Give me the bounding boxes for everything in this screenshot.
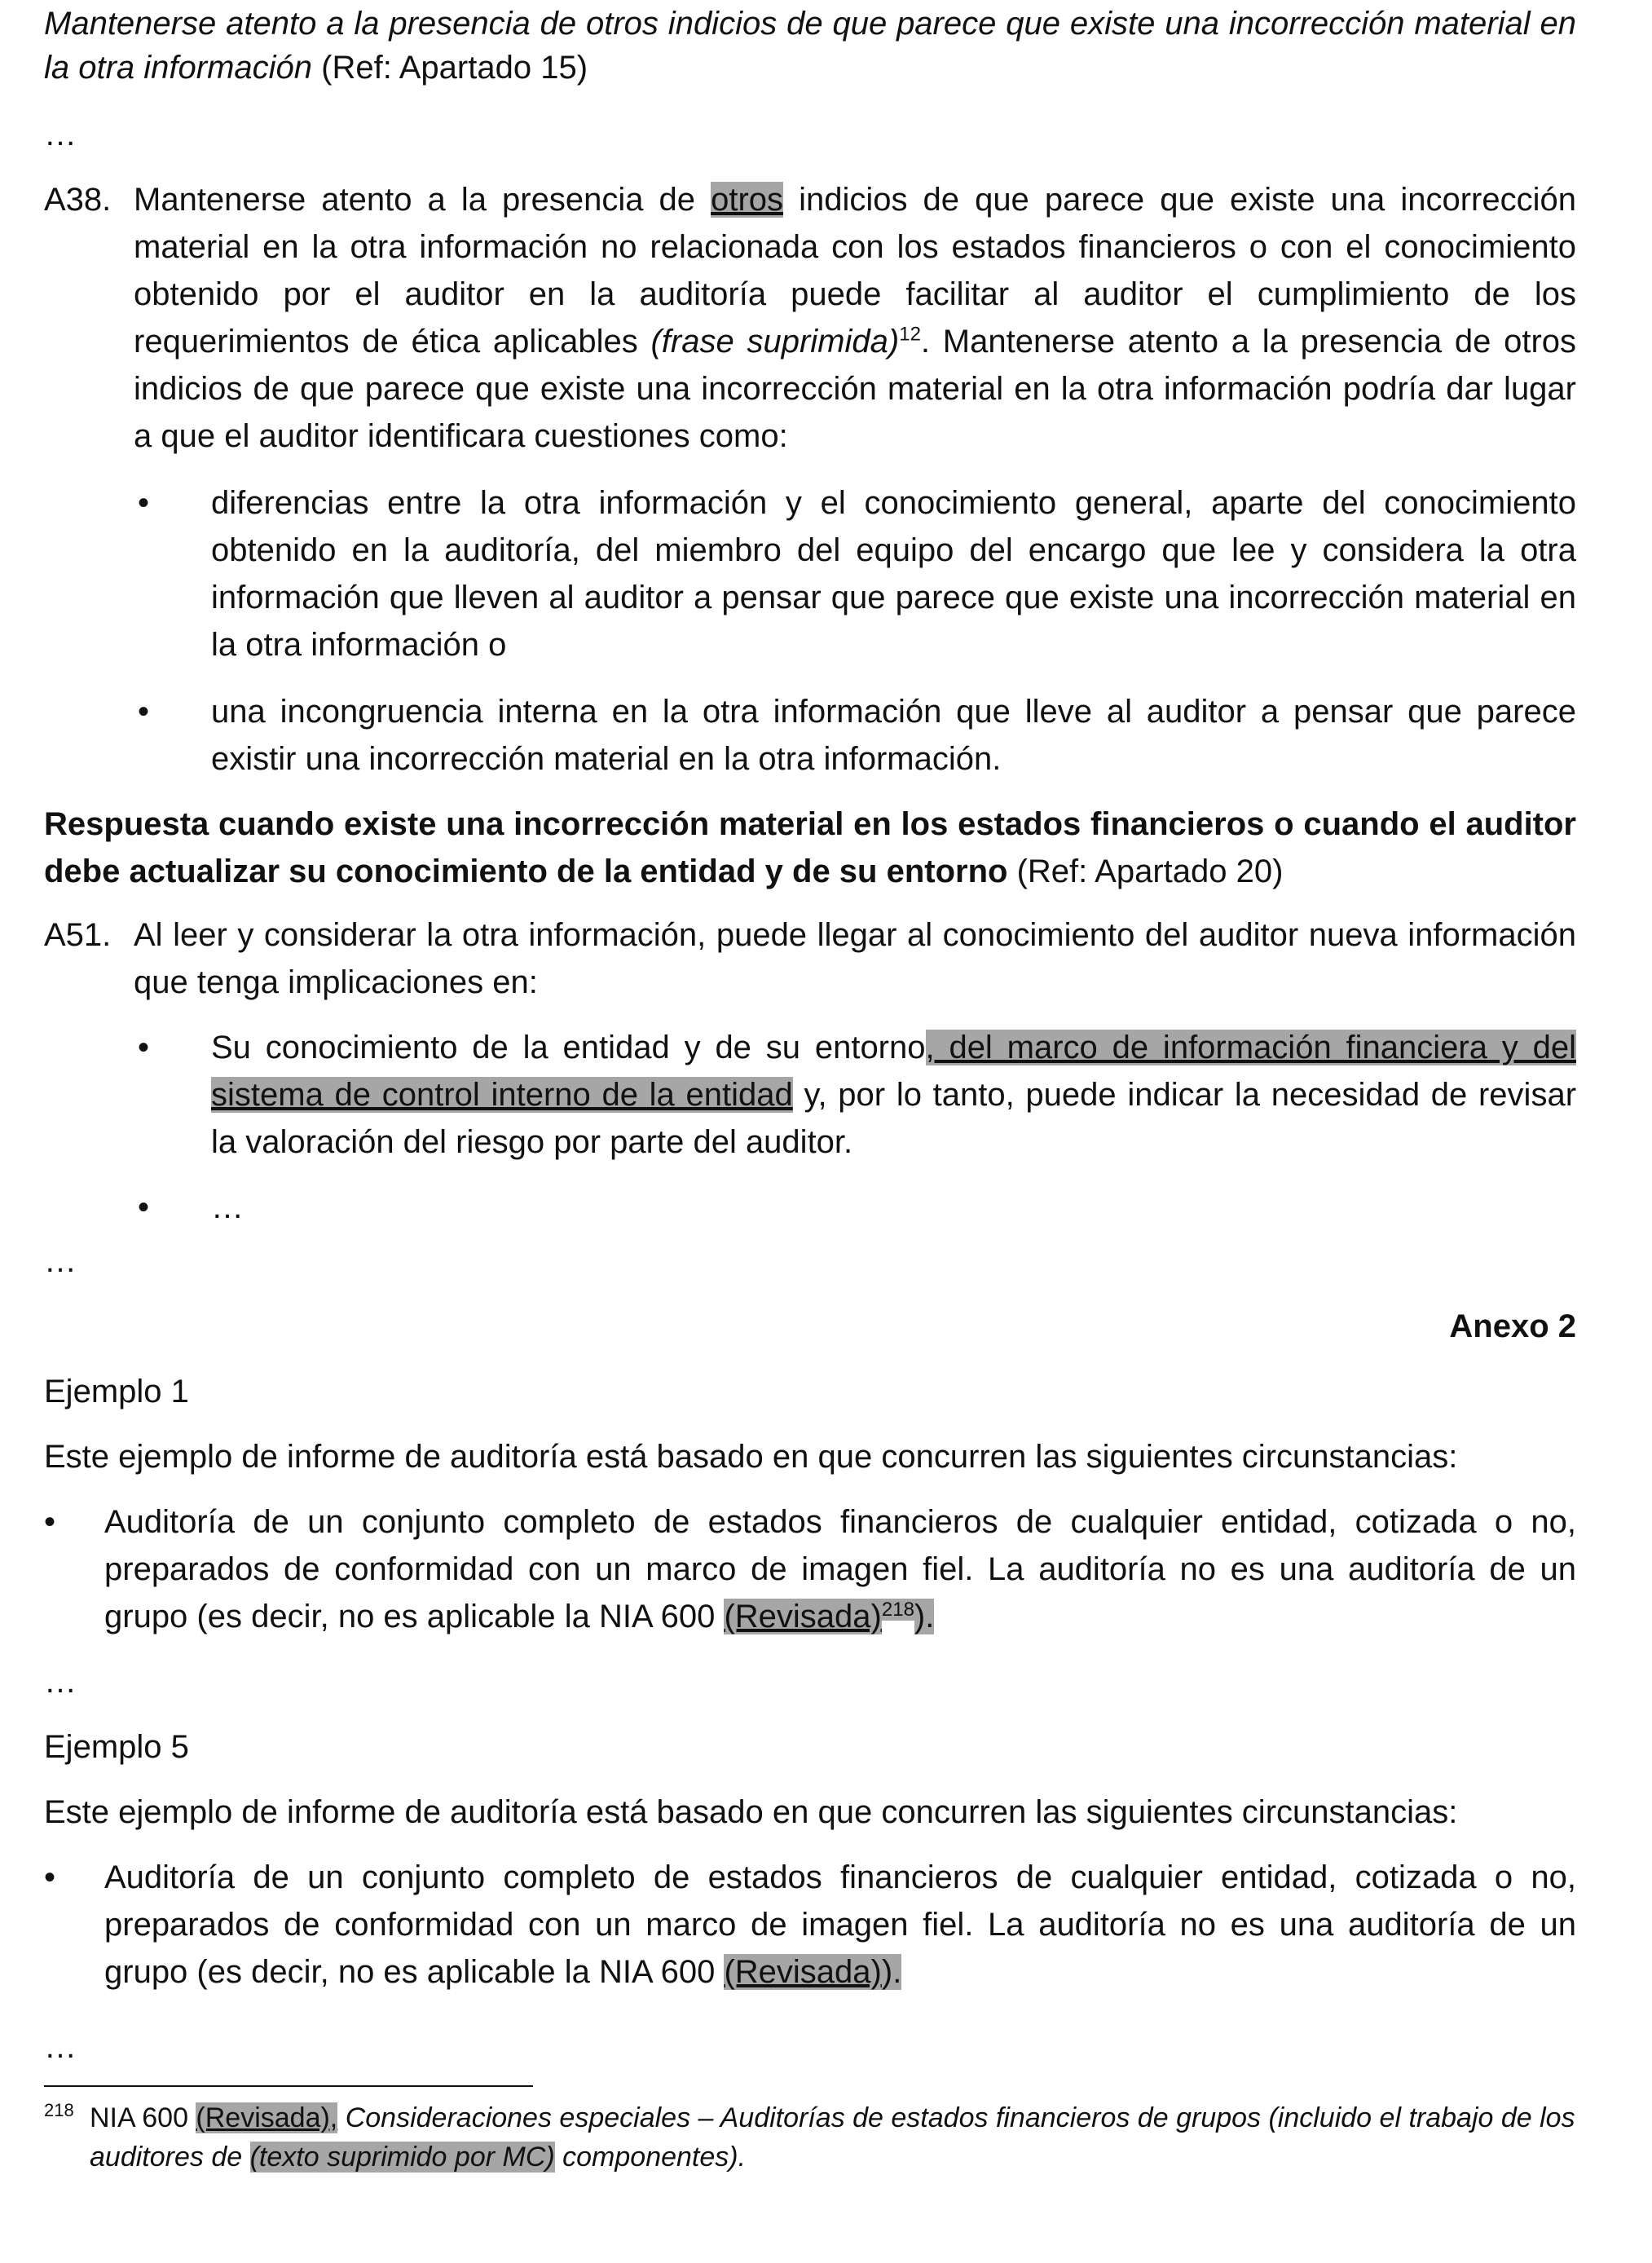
ellipsis: …	[44, 1664, 77, 1700]
bullet-icon: •	[138, 1030, 150, 1065]
list-item	[44, 1854, 1576, 1996]
a38-text-3: . Mantenerse atento a la presencia de otros indicios de que parece que existe una incorrección material en la otra información podría dar lugar a que el auditor identificara cuestiones como:	[134, 324, 1577, 454]
footnote-number: 218	[44, 2100, 74, 2120]
a51-bullet-text-b: y, por lo tanto, puede indicar la necesidad de revisar la valoración del riesgo por parte del auditor.	[211, 1077, 1577, 1160]
example1-bullet-text: Auditoría de un conjunto completo de estados financieros de cualquier entidad, cotizada o no, preparados de conformidad con un marco de imagen fiel. La auditoría no es una auditoría de un grupo (es decir, no es aplicable la NIA 600	[104, 1504, 1576, 1634]
a38-text-2: indicios de que parece que existe una incorrección material en la otra información no relacionada con los estados financieros o con el conocimiento obtenido por el auditor en la auditoría puede facilitar al auditor el cumplimiento de los requerimientos de ética aplicables	[134, 182, 1576, 360]
footnote-ref-218: 218	[881, 1598, 914, 1621]
list-item	[44, 1498, 1576, 1640]
list-item	[138, 1024, 1576, 1166]
bullet-icon: •	[44, 1504, 56, 1540]
section-heading-respuesta	[44, 801, 1576, 895]
footnote-218	[44, 2098, 1576, 2177]
paragraph-number: A51.	[44, 917, 112, 953]
highlighted-insertion: , del marco de información financiera y del sistema de control interno de la entidad	[211, 1030, 1576, 1113]
list-item	[138, 479, 1576, 668]
list-item-text	[104, 1854, 1576, 1996]
example5-bullet-text: Auditoría de un conjunto completo de estados financieros de cualquier entidad, cotizada o no, preparados de conformidad con un marco de imagen fiel. La auditoría no es una auditoría de un grupo (es decir, no es aplicable la NIA 600	[104, 1859, 1576, 1990]
ellipsis: …	[44, 117, 77, 152]
heading-text: Respuesta cuando existe una incorrección material en los estados financieros o cuando el auditor debe actualizar su conocimiento de la entidad y de su entorno	[44, 806, 1576, 889]
footnote-highlight-revisada: (Revisada),	[196, 2102, 338, 2133]
heading-ref: (Ref: Apartado 15)	[312, 50, 588, 86]
footnote-ref-12: 12	[899, 323, 921, 346]
example5-bullet-end: ).	[881, 1954, 902, 1990]
heading-ref: (Ref: Apartado 20)	[1007, 854, 1284, 889]
paragraph-number: A38.	[44, 182, 112, 218]
footnote-text-c: componentes).	[554, 2142, 747, 2173]
list-item	[138, 688, 1576, 783]
document-page	[44, 0, 1576, 2177]
list-item-text	[211, 1024, 1576, 1166]
bullet-icon: •	[138, 1189, 150, 1225]
highlighted-revisada: (Revisada)	[724, 1599, 882, 1634]
list-item-text: …	[211, 1189, 244, 1225]
example-title: Ejemplo 5	[44, 1729, 189, 1765]
bullet-icon: •	[44, 1859, 56, 1895]
example-intro: Este ejemplo de informe de auditoría está basado en que concurren las siguientes circunstancias:	[44, 1794, 1458, 1830]
footnote-highlight-suppressed: (texto suprimido por MC)	[249, 2142, 555, 2173]
highlighted-revisada: (Revisada)	[724, 1954, 882, 1990]
bullet-icon: •	[138, 485, 150, 521]
example-title: Ejemplo 1	[44, 1374, 189, 1409]
footnote-text-a: NIA 600	[90, 2102, 196, 2133]
footnote-text-b: Consideraciones especiales – Auditorías de estados financieros de grupos (incluido el trabajo de los auditores de	[90, 2102, 1575, 2173]
example-intro: Este ejemplo de informe de auditoría está basado en que concurren las siguientes circunstancias:	[44, 1439, 1458, 1475]
paragraph-a51	[44, 911, 1576, 1006]
bullet-icon: •	[138, 694, 150, 730]
paragraph-text: Al leer y considerar la otra información, puede llegar al conocimiento del auditor nueva información que tenga implicaciones en:	[134, 917, 1576, 1000]
ellipsis: …	[44, 2029, 77, 2065]
footnote-divider	[44, 2085, 533, 2087]
list-item-text	[104, 1498, 1576, 1640]
a38-suppressed-phrase: (frase suprimida)	[650, 324, 900, 360]
paragraph-a38	[44, 176, 1576, 460]
list-item	[138, 1184, 1576, 1231]
example1-bullet-end: ).	[914, 1599, 935, 1634]
section-heading-otros-indicios	[44, 2, 1576, 90]
paragraph-text	[134, 176, 1576, 460]
highlighted-otros: otros	[711, 182, 784, 218]
list-item-text: una incongruencia interna en la otra información que lleve al auditor a pensar que parece existir una incorrección material en la otra información.	[211, 694, 1576, 777]
a51-bullet-text-a: Su conocimiento de la entidad y de su entorno	[211, 1030, 926, 1065]
list-item-text: diferencias entre la otra información y el conocimiento general, aparte del conocimiento obtenido en la auditoría, del miembro del equipo del encargo que lee y considera la otra información que lleven al auditor a pensar que parece que existe una incorrección material en la otra información o	[211, 485, 1576, 663]
annex-title: Anexo 2	[1449, 1308, 1576, 1344]
footnote-text	[90, 2098, 1576, 2177]
a38-text-1: Mantenerse atento a la presencia de	[134, 182, 711, 218]
heading-text: Mantenerse atento a la presencia de otros indicios de que parece que existe una incorrección material en la otra información	[44, 6, 1576, 86]
ellipsis: …	[44, 1243, 77, 1279]
